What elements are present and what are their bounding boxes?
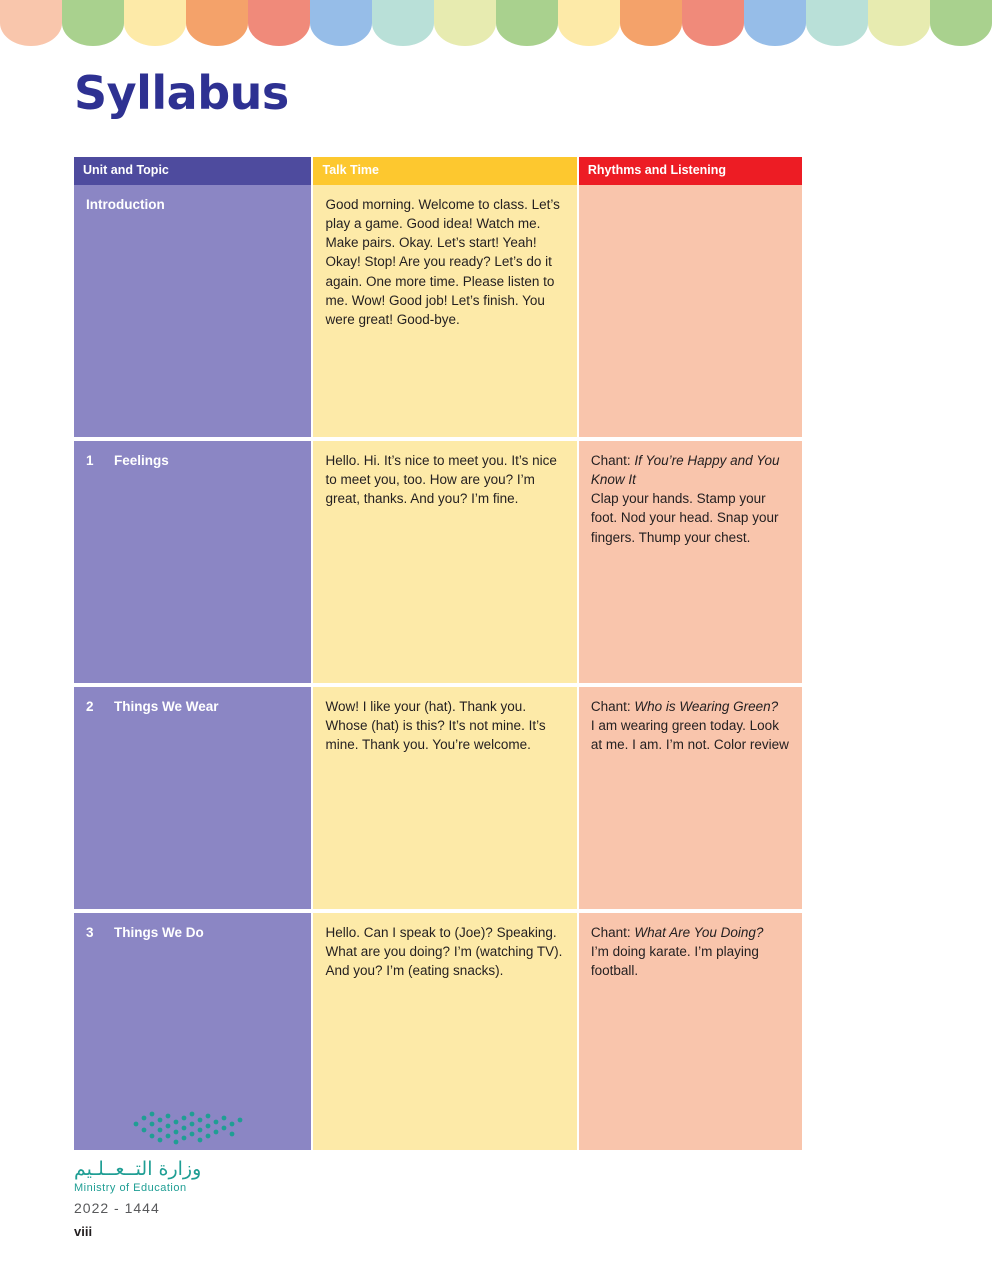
unit-topic-label: Introduction (86, 197, 165, 212)
rhythms-text: I’m doing karate. I’m playing football. (590, 944, 759, 979)
page-title: Syllabus (74, 66, 289, 120)
scallop-shape (62, 0, 124, 46)
ministry-logo-dots-icon (130, 1110, 250, 1150)
table-row (74, 687, 802, 913)
table-header-row (74, 157, 802, 185)
scallop-shape (744, 0, 806, 46)
scallop-shape (434, 0, 496, 46)
scallop-shape (558, 0, 620, 46)
scallop-shape (620, 0, 682, 46)
page-number: viii (74, 1224, 93, 1239)
chant-title: What Are You Doing? (634, 925, 764, 940)
scallop-shape (682, 0, 744, 46)
rhythms-text: Clap your hands. Stamp your foot. Nod your head. Snap your fingers. Thump your chest. (590, 491, 779, 545)
unit-number: 2 (86, 699, 94, 714)
chant-label: Chant: (590, 699, 635, 714)
table-row (74, 441, 802, 687)
cell-rhythms-and-listening (579, 913, 802, 1154)
cell-rhythms-and-listening (579, 441, 802, 687)
rhythms-text: I am wearing green today. Look at me. I am. I’m not. Color review (590, 718, 789, 753)
unit-topic-label: Things We Do (114, 925, 204, 940)
chant-label: Chant: (590, 925, 635, 940)
publication-year: 2022 - 1444 (74, 1200, 160, 1216)
unit-topic-label: Things We Wear (114, 699, 219, 714)
unit-number: 3 (86, 925, 94, 940)
cell-rhythms-and-listening (579, 687, 802, 913)
scallop-shape (868, 0, 930, 46)
scallop-shape (310, 0, 372, 46)
ministry-name-arabic: وزارة التــعــلـيم (74, 1158, 202, 1180)
cell-talk-time: Wow! I like your (hat). Thank you. Whose (hat) is this? It’s not mine. It’s mine. Thank you. You’re welcome. (313, 687, 578, 913)
cell-unit-and-topic (74, 441, 313, 687)
unit-topic-label: Feelings (114, 453, 169, 468)
scallop-shape (372, 0, 434, 46)
chant-title: Who is Wearing Green? (634, 699, 779, 714)
syllabus-table (74, 157, 802, 1154)
scallop-shape (124, 0, 186, 46)
cell-talk-time: Good morning. Welcome to class. Let’s play a game. Good idea! Watch me. Make pairs. Okay. Let’s start! Yeah! Okay! Stop! Are you ready? Let’s do it again. One more time. Please listen to me. Wow! Good job! Let’s finish. You were great! Good-bye. (313, 185, 578, 441)
scallop-shape (186, 0, 248, 46)
scallop-shape (930, 0, 992, 46)
scallop-shape (248, 0, 310, 46)
table-row (74, 185, 802, 441)
column-header-unit-and-topic: Unit and Topic (74, 157, 313, 185)
scallop-shape (806, 0, 868, 46)
table-header (74, 157, 802, 185)
scallop-shape (496, 0, 558, 46)
column-header-rhythms-and-listening: Rhythms and Listening (579, 157, 802, 185)
unit-number: 1 (86, 453, 94, 468)
chant-label: Chant: (590, 453, 635, 468)
cell-rhythms-and-listening (579, 185, 802, 441)
ministry-name-english: Ministry of Education (74, 1182, 187, 1194)
cell-unit-and-topic (74, 687, 313, 913)
chant-title: If You’re Happy and You Know It (590, 453, 780, 488)
scallop-shape (0, 0, 62, 46)
decorative-scallop-band (0, 0, 992, 46)
cell-talk-time: Hello. Can I speak to (Joe)? Speaking. What are you doing? I’m (watching TV). And you? I’m (eating snacks). (313, 913, 578, 1154)
table-body (74, 185, 802, 1154)
cell-talk-time: Hello. Hi. It’s nice to meet you. It’s nice to meet you, too. How are you? I’m great, thanks. And you? I’m fine. (313, 441, 578, 687)
cell-unit-and-topic (74, 185, 313, 441)
column-header-talk-time: Talk Time (313, 157, 578, 185)
